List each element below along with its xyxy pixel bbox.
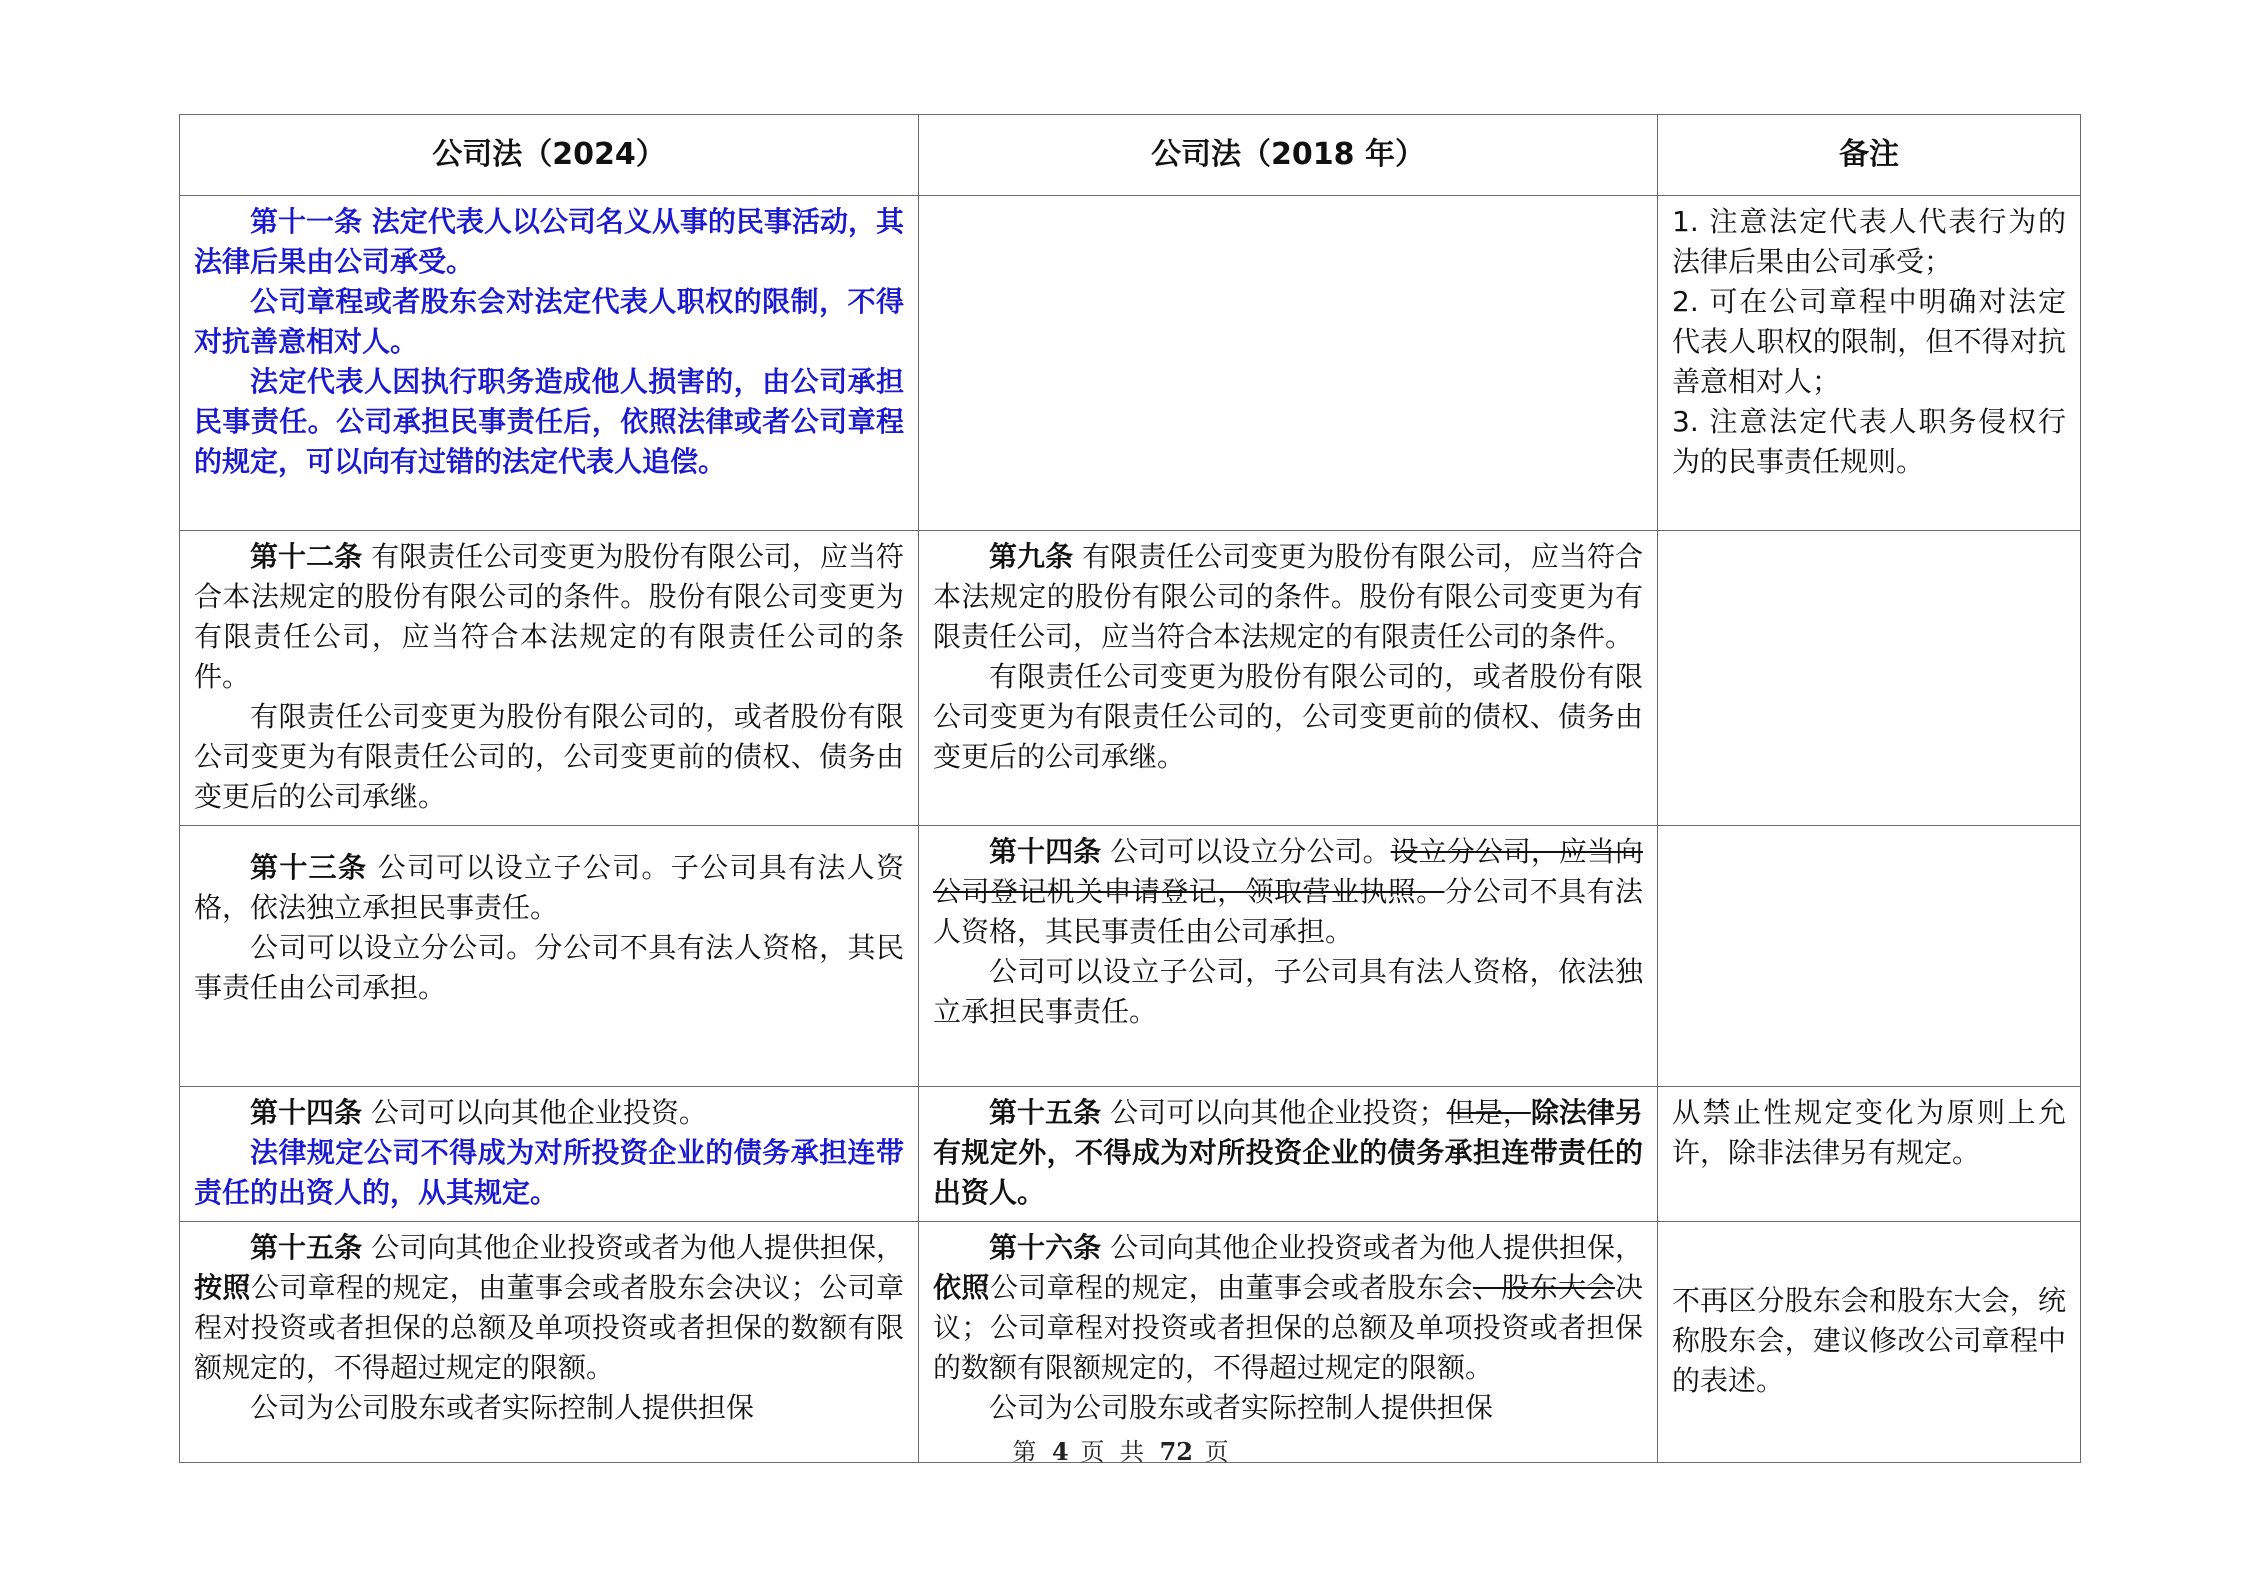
new-text: 公司为公司股东或者实际控制人提供担保 — [250, 1391, 755, 1424]
cell-new-article-13 — [180, 826, 919, 1087]
modified-text: 依照 — [933, 1271, 990, 1304]
article-text: 公司向其他企业投资或者为他人提供担保， — [362, 1231, 904, 1264]
article-number: 第十五条 — [989, 1096, 1102, 1129]
article-text: 有限责任公司变更为股份有限公司，应当符合本法规定的股份有限公司的条件。股份有限公司变更为有限责任公司，应当符合本法规定的有限责任公司的条件。 — [194, 540, 904, 693]
comparison-table — [179, 114, 2081, 1463]
article-text: 公司可以向其他企业投资。 — [362, 1096, 707, 1129]
header-remarks: 备注 — [1658, 115, 2081, 196]
remark-text: 从禁止性规定变化为原则上允许，除非法律另有规定。 — [1672, 1096, 2066, 1169]
new-text: 公司可以设立分公司。分公司不具有法人资格，其民事责任由公司承担。 — [194, 931, 904, 1004]
new-text: 有限责任公司变更为股份有限公司的，或者股份有限公司变更为有限责任公司的，公司变更前的债权、债务由变更后的公司承继。 — [194, 700, 904, 813]
table-row — [180, 531, 2081, 826]
new-text: 法定代表人因执行职务造成他人损害的，由公司承担民事责任。公司承担民事责任后，依照法律或者公司章程的规定，可以向有过错的法定代表人追偿。 — [194, 365, 904, 478]
header-company-law-2018: 公司法（2018 年） — [919, 115, 1658, 196]
modified-text: 按照 — [194, 1271, 251, 1304]
article-text: 分公司不具有法人资格，其民事责任由公司承担。 — [933, 875, 1643, 948]
remark-text: 不再区分股东会和股东大会，统称股东会，建议修改公司章程中的表述。 — [1672, 1284, 2066, 1397]
page-footer — [0, 1432, 2245, 1467]
article-number: 第九条 — [989, 540, 1074, 573]
page-number: 4 — [1051, 1437, 1069, 1466]
cell-remark — [1658, 1087, 2081, 1222]
new-text — [194, 537, 904, 697]
article-text: 公司章程的规定，由董事会或者股东会 — [989, 1271, 1473, 1304]
remark-text: 3. 注意法定代表人职务侵权行为的民事责任规则。 — [1672, 405, 2066, 478]
article-number: 第十六条 — [989, 1231, 1102, 1264]
article-text: 有限责任公司变更为股份有限公司，应当符合本法规定的股份有限公司的条件。股份有限公司变更为有限责任公司，应当符合本法规定的有限责任公司的条件。 — [933, 540, 1643, 653]
article-text: 决议；公司章程对投资或者担保的总额及单项投资或者担保的数额有限额规定的，不得超过规定的限额。 — [933, 1271, 1643, 1384]
new-text: 法律规定公司不得成为对所投资企业的债务承担连带责任的出资人的，从其规定。 — [194, 1136, 904, 1209]
article-number: 第十五条 — [250, 1231, 363, 1264]
article-text: 公司可以向其他企业投资； — [1101, 1096, 1447, 1129]
cell-old-article-16 — [919, 1222, 1658, 1463]
deleted-text: 但是， — [1446, 1096, 1531, 1129]
cell-new-article-12 — [180, 531, 919, 826]
table-row — [180, 1222, 2081, 1463]
new-text — [194, 1093, 904, 1133]
cell-old-empty — [919, 196, 1658, 531]
article-text: 公司向其他企业投资或者为他人提供担保， — [1101, 1231, 1643, 1264]
footer-prefix: 第 — [1012, 1438, 1041, 1466]
article-text: 公司章程的规定，由董事会或者股东会决议；公司章程对投资或者担保的总额及单项投资或者担保的数额有限额规定的，不得超过规定的限额。 — [194, 1271, 904, 1384]
footer-middle: 页 共 — [1080, 1438, 1148, 1466]
cell-old-article-15 — [919, 1087, 1658, 1222]
cell-remark — [1658, 1222, 2081, 1463]
deleted-text: 、股东大会 — [1472, 1271, 1615, 1304]
article-text: 公司可以设立分公司。 — [1101, 835, 1391, 868]
cell-old-article-14 — [919, 826, 1658, 1087]
old-text — [933, 1093, 1643, 1213]
table-row — [180, 196, 2081, 531]
modified-text: 除法律另有规定外，不得成为对所投资企业的债务承担连带责任的出资人。 — [933, 1096, 1643, 1209]
cell-new-article-15 — [180, 1222, 919, 1463]
cell-old-article-9 — [919, 531, 1658, 826]
remark-text: 2. 可在公司章程中明确对法定代表人职权的限制，但不得对抗善意相对人； — [1672, 285, 2066, 398]
old-text — [933, 537, 1643, 657]
header-company-law-2024: 公司法（2024） — [180, 115, 919, 196]
article-number: 第十二条 — [250, 540, 363, 573]
table-row — [180, 826, 2081, 1087]
new-text — [194, 848, 904, 928]
old-text: 有限责任公司变更为股份有限公司的，或者股份有限公司变更为有限责任公司的，公司变更前的债权、债务由变更后的公司承继。 — [933, 660, 1643, 773]
new-text — [194, 1228, 904, 1388]
article-text: 公司可以设立子公司。子公司具有法人资格，依法独立承担民事责任。 — [194, 851, 904, 924]
cell-remark-empty — [1658, 826, 2081, 1087]
page-total: 72 — [1159, 1437, 1194, 1466]
new-text: 公司章程或者股东会对法定代表人职权的限制，不得对抗善意相对人。 — [194, 285, 904, 358]
footer-suffix: 页 — [1204, 1438, 1233, 1466]
new-text: 第十一条 法定代表人以公司名义从事的民事活动，其法律后果由公司承受。 — [194, 205, 904, 278]
old-text — [933, 1228, 1643, 1388]
old-text: 公司可以设立子公司，子公司具有法人资格，依法独立承担民事责任。 — [933, 955, 1643, 1028]
article-number: 第十四条 — [250, 1096, 363, 1129]
old-text: 公司为公司股东或者实际控制人提供担保 — [989, 1391, 1494, 1424]
cell-remark — [1658, 196, 2081, 531]
cell-remark-empty — [1658, 531, 2081, 826]
table-row — [180, 1087, 2081, 1222]
old-text — [933, 832, 1643, 952]
cell-new-article-11 — [180, 196, 919, 531]
cell-new-article-14 — [180, 1087, 919, 1222]
table-header-row — [180, 115, 2081, 196]
deleted-text: 设立分公司，应当向公司登记机关申请登记，领取营业执照。 — [933, 835, 1643, 908]
article-number: 第十四条 — [989, 835, 1102, 868]
article-number: 第十三条 — [250, 851, 368, 884]
remark-text: 1. 注意法定代表人代表行为的法律后果由公司承受； — [1672, 205, 2066, 278]
